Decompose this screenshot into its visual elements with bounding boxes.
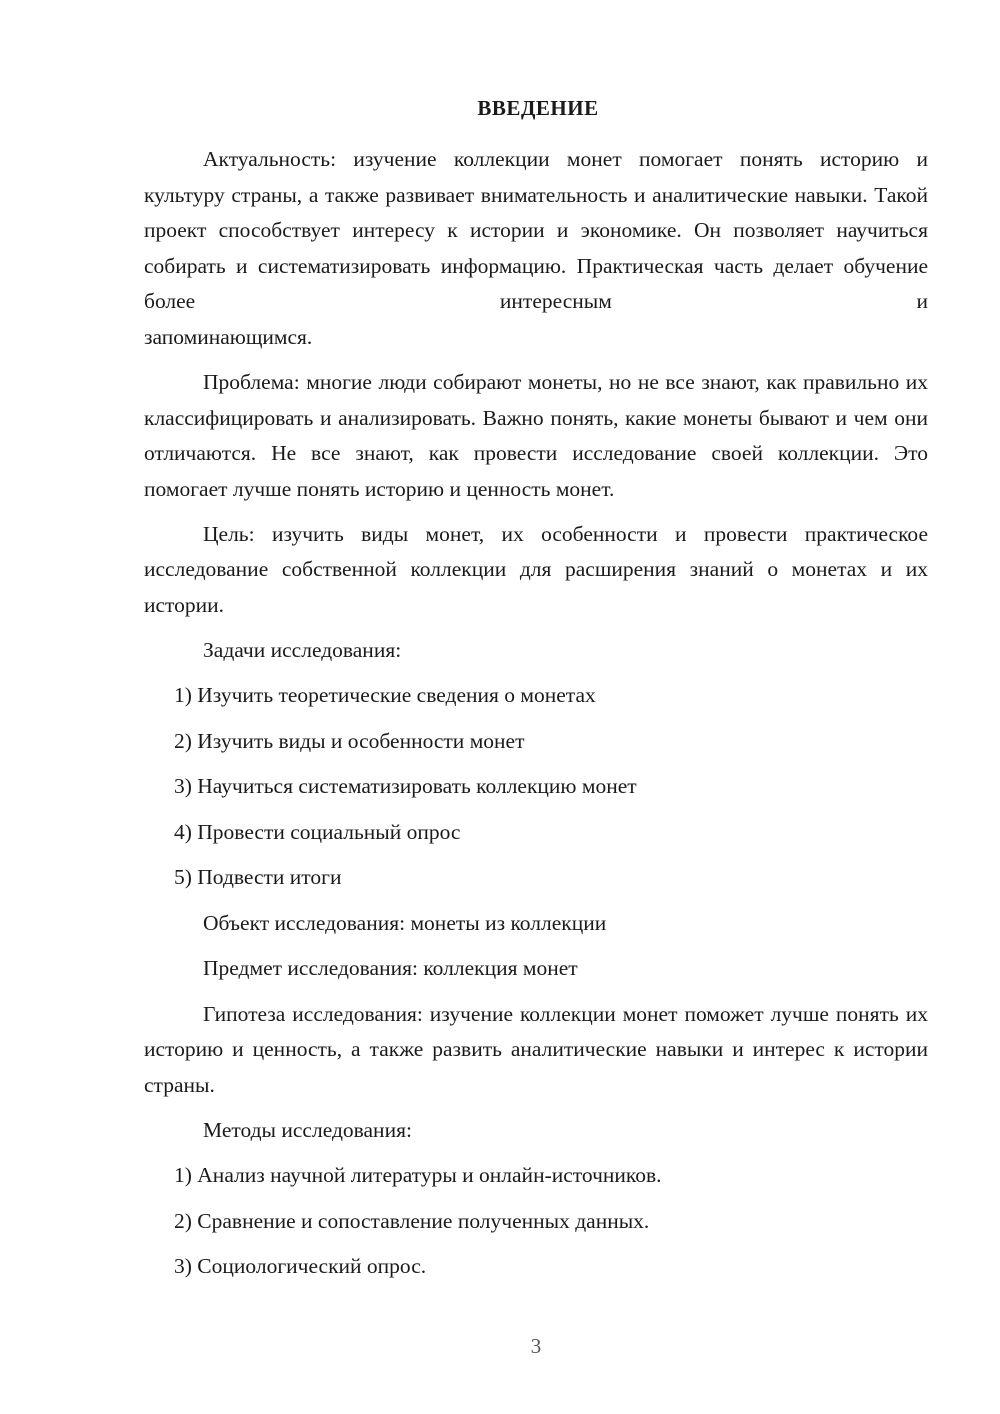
task-item-3: 3) Научиться систематизировать коллекцию монет <box>174 774 637 798</box>
tasks-label: Задачи исследования: <box>203 637 402 662</box>
method-item-3: 3) Социологический опрос. <box>174 1254 427 1278</box>
methods-label: Методы исследования: <box>203 1117 412 1142</box>
method-item-1: 1) Анализ научной литературы и онлайн-источников. <box>174 1163 662 1187</box>
relevance-text: Актуальность: изучение коллекции монет помогает понять историю и культуру страны, а также развивает внимательность и аналитические навыки. Такой проект способствует интересу к истории и экономике. Он позволяет научиться собирать и систематизировать информацию. Практическая часть делает обучение более интересным и <box>144 147 928 313</box>
task-item-4: 4) Провести социальный опрос <box>174 819 461 844</box>
problem-paragraph: Проблема: многие люди собирают монеты, но не все знают, как правильно их классифицировать и анализировать. Важно понять, какие монеты бывают и чем они отличаются. Не все знают, как провести исследование своей коллекции. Это помогает лучше понять историю и ценность монет. <box>144 370 928 501</box>
document-body <box>144 142 928 1295</box>
research-object: Объект исследования: монеты из коллекции <box>203 910 607 935</box>
page-title: ВВЕДЕНИЕ <box>477 96 599 120</box>
hypothesis-paragraph: Гипотеза исследования: изучение коллекции монет поможет лучше понять их историю и ценность, а также развить аналитические навыки и интерес к истории страны. <box>144 1001 928 1097</box>
page-number: 3 <box>530 1334 542 1358</box>
research-subject: Предмет исследования: коллекция монет <box>203 956 578 980</box>
method-item-2: 2) Сравнение и сопоставление полученных данных. <box>174 1208 650 1233</box>
goal-paragraph: Цель: изучить виды монет, их особенности и провести практическое исследование собственной коллекции для расширения знаний о монетах и их истории. <box>144 521 928 617</box>
relevance-paragraph <box>144 142 928 320</box>
task-item-5: 5) Подвести итоги <box>174 865 342 889</box>
task-item-2: 2) Изучить виды и особенности монет <box>174 728 525 753</box>
task-item-1: 1) Изучить теоретические сведения о монетах <box>174 683 596 707</box>
relevance-last-line: запоминающимся. <box>144 324 313 349</box>
